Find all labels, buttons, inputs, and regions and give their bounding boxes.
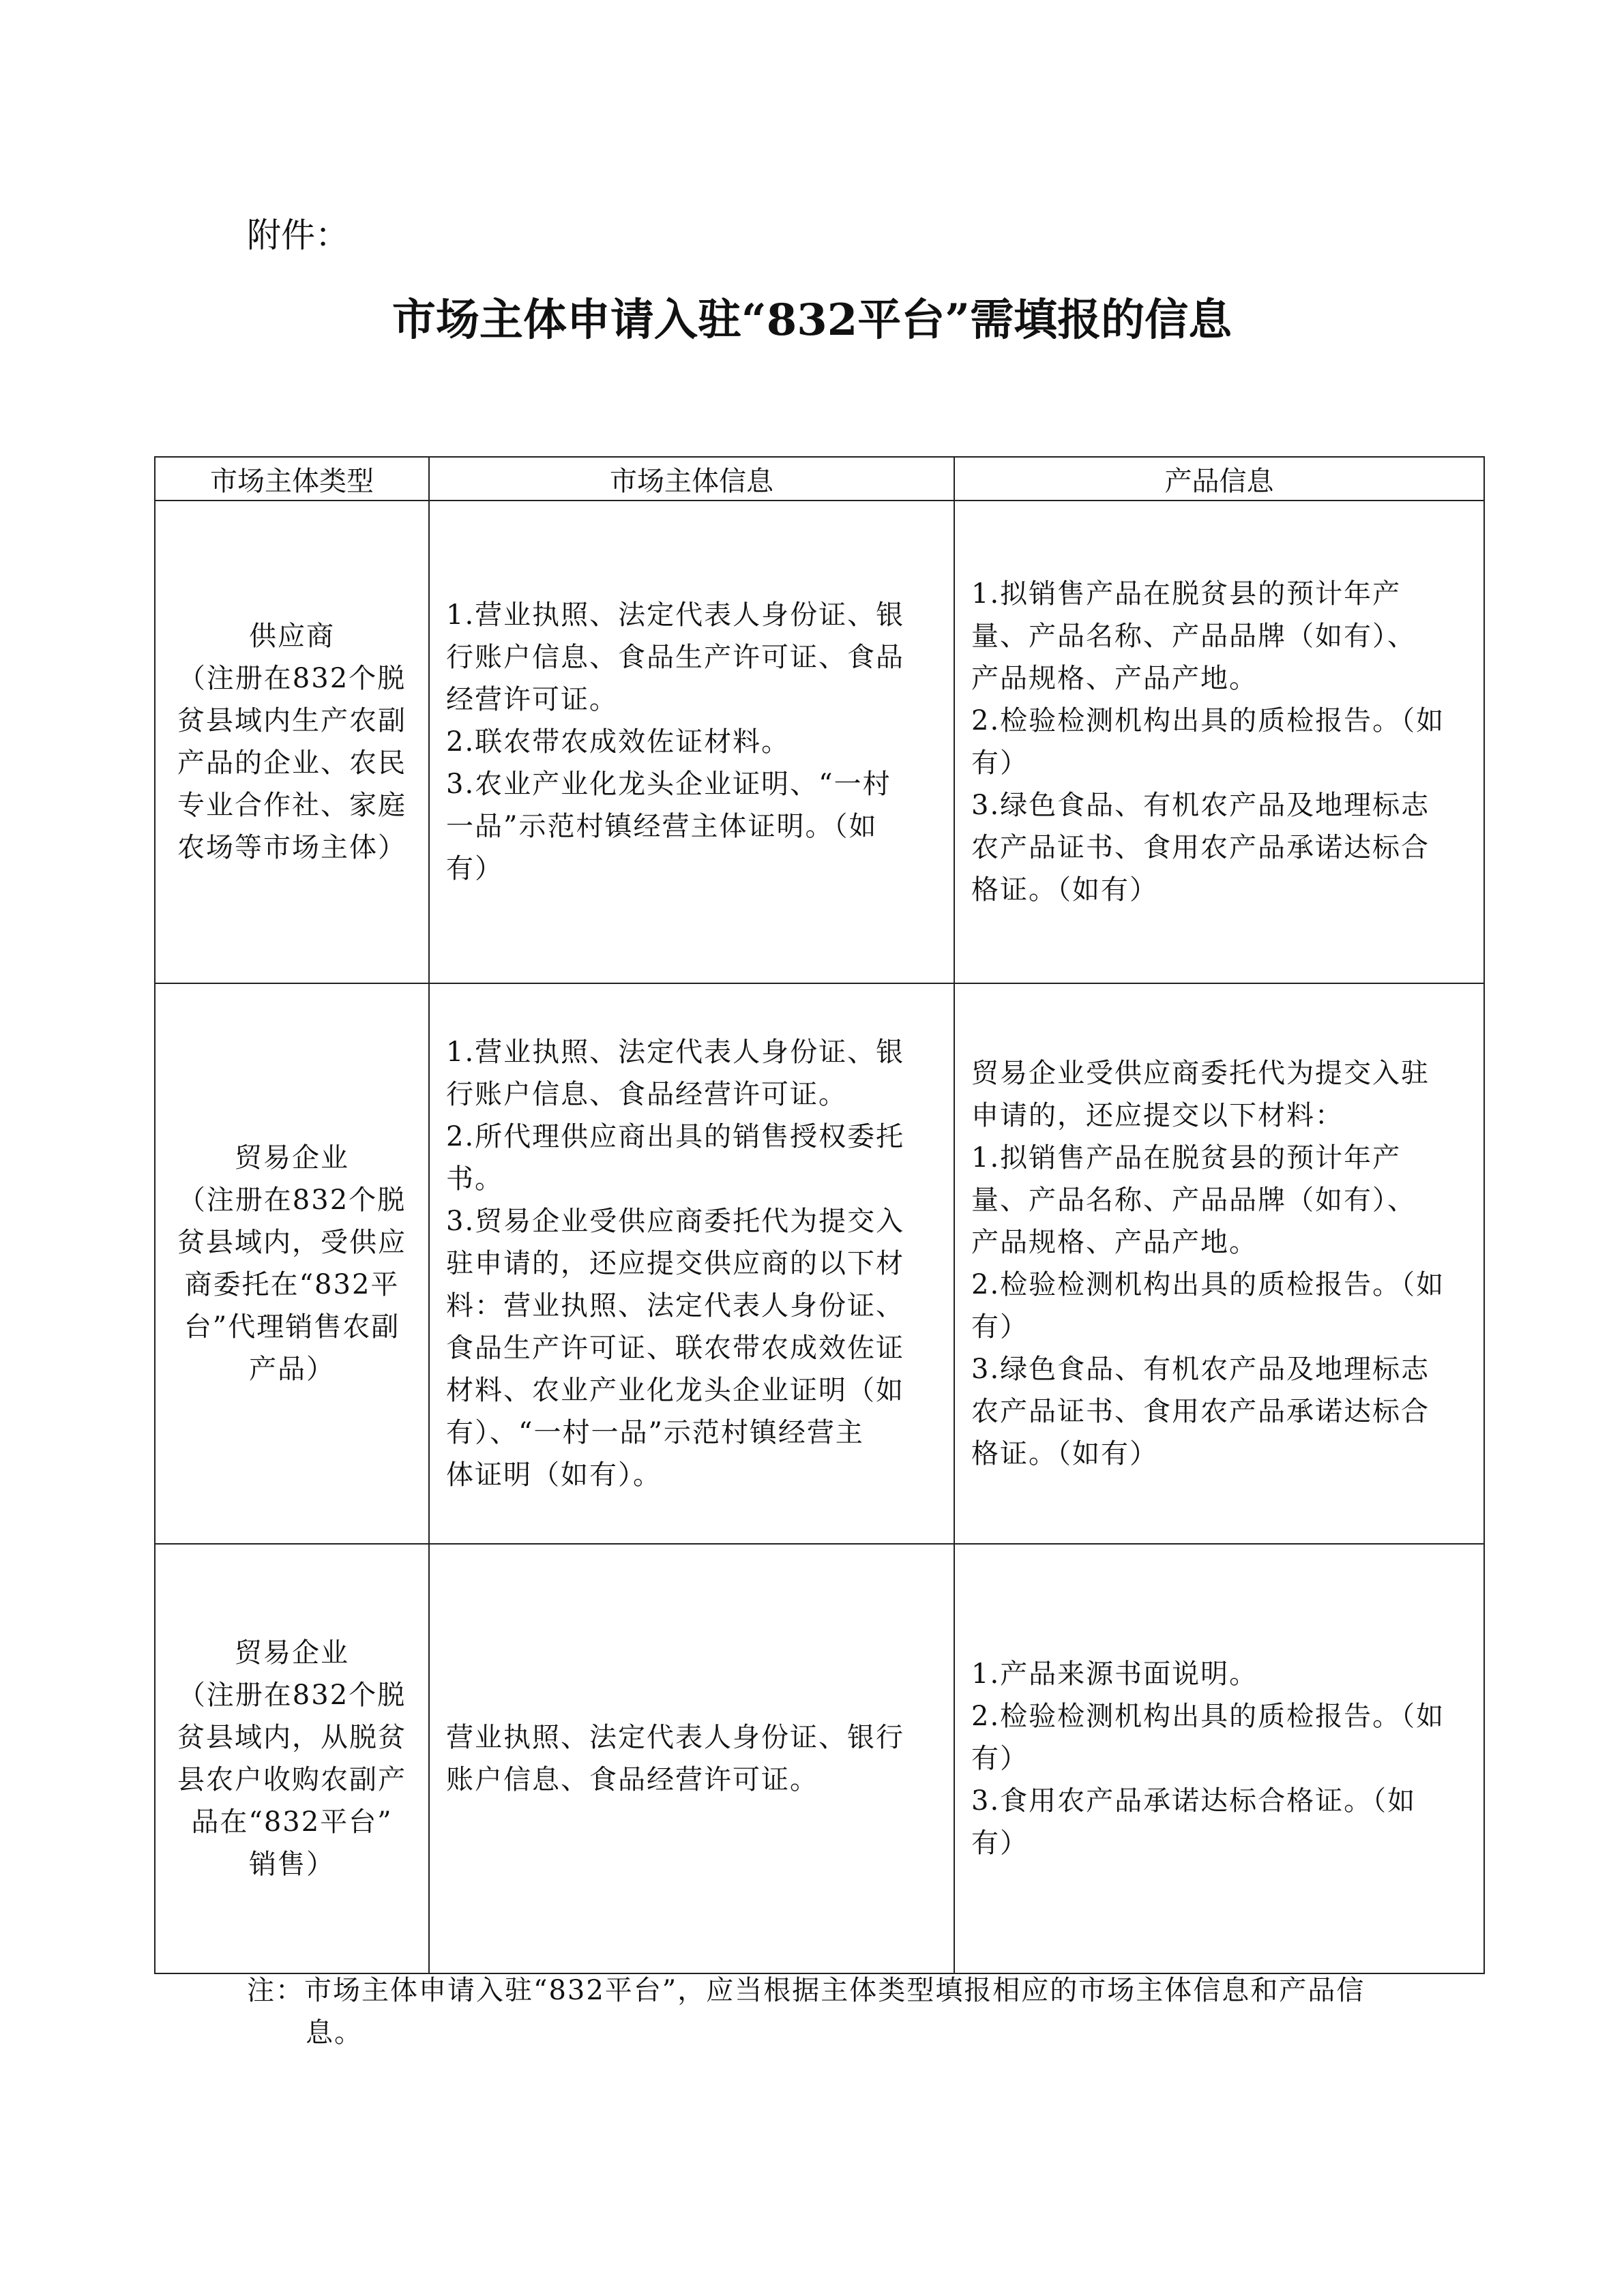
cell-entity-info <box>429 1544 954 1973</box>
text-line: 产品的企业、农民 <box>177 747 407 779</box>
text-line: 行账户信息、食品经营许可证。 <box>446 1079 847 1110</box>
text-line: 县农户收购农副产 <box>177 1764 407 1795</box>
text-line: 销售） <box>249 1849 335 1880</box>
text-line: 有） <box>971 1311 1029 1343</box>
text-line: 2.检验检测机构出具的质检报告。（如 <box>971 1269 1445 1300</box>
text-line: 台”代理销售农副 <box>183 1311 400 1343</box>
text-line: 营业执照、法定代表人身份证、银行 <box>446 1722 904 1753</box>
table-row <box>155 501 1484 983</box>
text-line: （注册在832个脱 <box>177 1680 407 1711</box>
cell-product-info <box>954 501 1484 983</box>
text-line: 农场等市场主体） <box>177 832 407 863</box>
text-line: 1.营业执照、法定代表人身份证、银 <box>446 1037 905 1068</box>
text-line: 1.拟销售产品在脱贫县的预计年产 <box>971 1142 1402 1174</box>
text-line: 2.联农带农成效佐证材料。 <box>446 726 791 758</box>
text-line: 体证明（如有）。 <box>446 1459 662 1491</box>
text-line: 贫县域内，受供应 <box>177 1227 407 1258</box>
text-line: 有） <box>971 747 1029 779</box>
text-line: 1.营业执照、法定代表人身份证、银 <box>446 599 905 631</box>
document-title: 市场主体申请入驻“832平台”需填报的信息 <box>392 295 1232 346</box>
text-line: 食品生产许可证、联农带农成效佐证 <box>446 1332 904 1364</box>
text-line: 有）、“一村一品”示范村镇经营主 <box>446 1417 864 1448</box>
text-line: 书。 <box>446 1163 503 1195</box>
attachment-label: 附件： <box>247 215 349 255</box>
text-line: 2.检验检测机构出具的质检报告。（如 <box>971 705 1445 736</box>
text-line: 经营许可证。 <box>446 684 618 715</box>
text-line: 商委托在“832平 <box>184 1269 400 1300</box>
text-line: 产品） <box>249 1354 335 1385</box>
column-header-entity-info: 市场主体信息 <box>429 457 954 501</box>
text-line: 申请的，还应提交以下材料： <box>971 1100 1344 1131</box>
text-line: 1.产品来源书面说明。 <box>971 1658 1258 1690</box>
text-line: 3.食用农产品承诺达标合格证。（如 <box>971 1785 1417 1817</box>
table-row <box>155 983 1484 1544</box>
text-line: 驻申请的，还应提交供应商的以下材 <box>446 1248 904 1279</box>
text-line: 有） <box>971 1743 1029 1774</box>
text-line: 量、产品名称、产品品牌（如有）、 <box>971 621 1416 652</box>
text-line: 贫县域内，从脱贫 <box>177 1722 407 1753</box>
column-header-product-info: 产品信息 <box>954 457 1484 501</box>
text-line: 有） <box>971 1828 1029 1859</box>
text-line: 产品规格、产品产地。 <box>971 1227 1258 1258</box>
text-line: 2.所代理供应商出具的销售授权委托 <box>446 1121 905 1152</box>
column-header-type: 市场主体类型 <box>155 457 429 501</box>
text-line: 农产品证书、食用农产品承诺达标合 <box>971 1396 1430 1427</box>
text-line: 材料、农业产业化龙头企业证明（如 <box>446 1375 904 1406</box>
text-line: 贸易企业受供应商委托代为提交入驻 <box>971 1058 1430 1089</box>
text-line: 量、产品名称、产品品牌（如有）、 <box>971 1184 1416 1216</box>
text-line: 3.贸易企业受供应商委托代为提交入 <box>446 1206 905 1237</box>
text-line: 3.绿色食品、有机农产品及地理标志 <box>971 1354 1430 1385</box>
text-line: 产品规格、产品产地。 <box>971 663 1258 694</box>
cell-entity-type <box>155 983 429 1544</box>
footnote <box>247 1969 1406 2054</box>
cell-entity-info <box>429 983 954 1544</box>
text-line: 3.绿色食品、有机农产品及地理标志 <box>971 790 1430 821</box>
text-line: （注册在832个脱 <box>177 1184 407 1216</box>
table-row <box>155 1544 1484 1973</box>
text-line: 料：营业执照、法定代表人身份证、 <box>446 1290 904 1322</box>
text-line: 贫县域内生产农副 <box>177 705 407 736</box>
text-line: 专业合作社、家庭 <box>177 790 407 821</box>
text-line: 格证。（如有） <box>971 874 1158 906</box>
cell-entity-type <box>155 501 429 983</box>
footnote-line: 注：市场主体申请入驻“832平台”，应当根据主体类型填报相应的市场主体信息和产品信 <box>247 1975 1365 2006</box>
text-line: 农产品证书、食用农产品承诺达标合 <box>971 832 1430 863</box>
text-line: 贸易企业 <box>235 1142 349 1174</box>
text-line: 2.检验检测机构出具的质检报告。（如 <box>971 1701 1445 1732</box>
cell-entity-type <box>155 1544 429 1973</box>
footnote-line: 息。 <box>306 2017 363 2048</box>
text-line: 行账户信息、食品生产许可证、食品 <box>446 642 904 673</box>
cell-product-info <box>954 983 1484 1544</box>
text-line: 贸易企业 <box>235 1637 349 1669</box>
text-line: 格证。（如有） <box>971 1438 1158 1470</box>
text-line: 品在“832平台” <box>191 1806 393 1838</box>
text-line: 1.拟销售产品在脱贫县的预计年产 <box>971 578 1402 610</box>
table-header-row <box>155 457 1484 501</box>
text-line: 有） <box>446 853 503 884</box>
cell-product-info <box>954 1544 1484 1973</box>
text-line: （注册在832个脱 <box>177 663 407 694</box>
text-line: 账户信息、食品经营许可证。 <box>446 1764 818 1795</box>
text-line: 3.农业产业化龙头企业证明、“一村 <box>446 769 891 800</box>
requirements-table <box>154 456 1485 1974</box>
text-line: 供应商 <box>249 621 335 652</box>
text-line: 一品”示范村镇经营主体证明。（如 <box>446 811 878 842</box>
cell-entity-info <box>429 501 954 983</box>
